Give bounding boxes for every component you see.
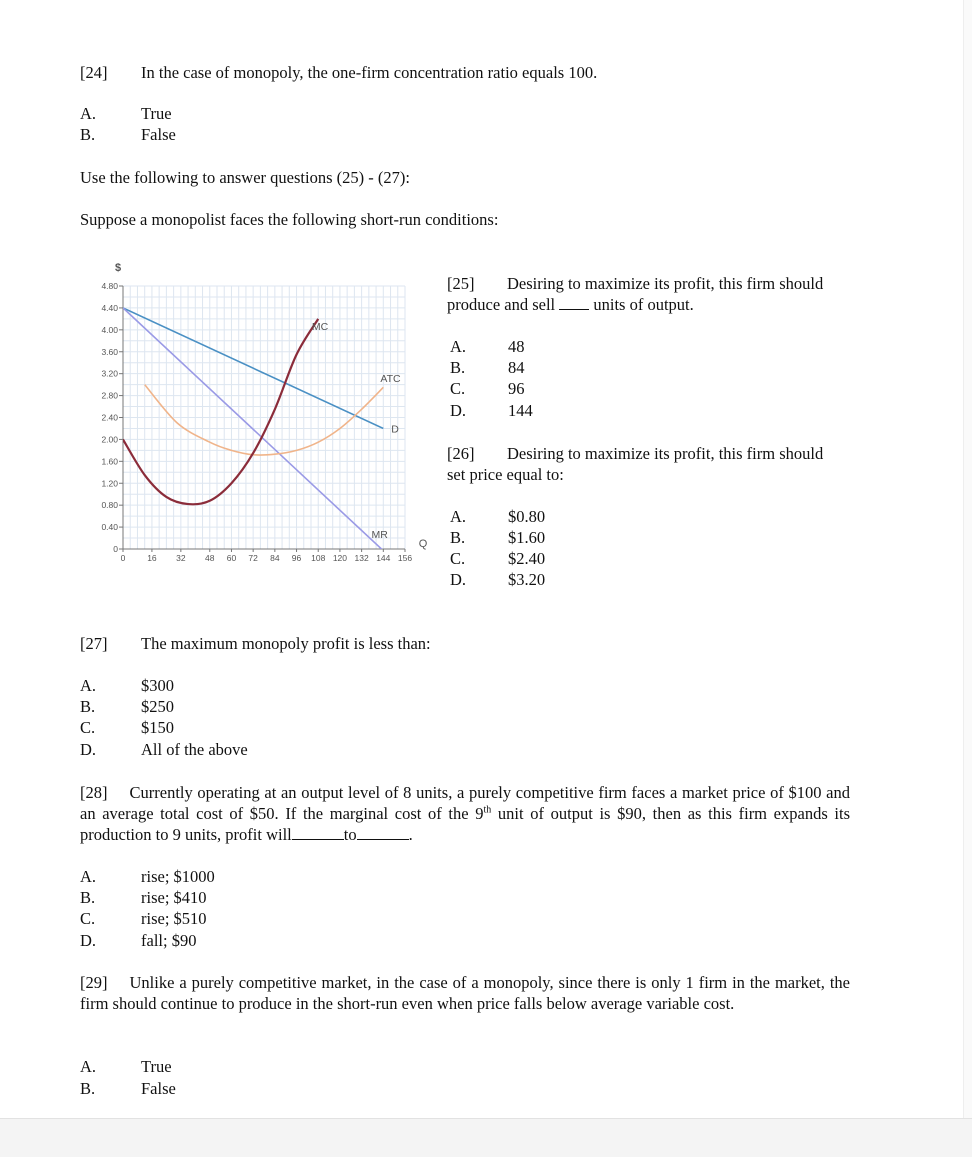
q25-option-b-letter: B. <box>450 358 466 377</box>
q24-option-b-letter: B. <box>80 125 96 144</box>
q29-option-b: False <box>141 1079 176 1098</box>
q27-option-a-letter: A. <box>80 676 97 695</box>
q26-line2: set price equal to: <box>447 465 564 484</box>
cost-revenue-chart <box>85 262 435 582</box>
q26-option-a-letter: A. <box>450 507 467 526</box>
q27-option-d: All of the above <box>141 740 248 759</box>
q28-text-b: unit of output is $90, then as this firm expands its production to 9 units, profit will <box>80 804 850 844</box>
y-tick-label: 2.40 <box>101 412 118 423</box>
q29-number: [29] <box>80 973 108 992</box>
q28-end: . <box>408 825 413 844</box>
q28-paragraph <box>80 782 850 845</box>
q28-option-a: rise; $1000 <box>141 867 215 886</box>
q28-text-a: Currently operating at an output level of 8 units, a purely competitive firm faces a market price of $100 and an average total cost of $50. If the marginal cost of the 9 <box>80 783 850 823</box>
q28-number: [28] <box>80 783 108 802</box>
q28-option-d: fall; $90 <box>141 931 197 950</box>
q25-option-c-letter: C. <box>450 379 466 398</box>
q24-number: [24] <box>80 63 108 82</box>
q28-option-c: rise; $510 <box>141 909 207 928</box>
q26-option-b: $1.60 <box>508 528 546 547</box>
x-tick-label: 132 <box>354 553 369 563</box>
q28-option-b: rise; $410 <box>141 888 207 907</box>
series-d-label: D <box>391 423 399 436</box>
q26-option-a: $0.80 <box>508 507 546 526</box>
q25-line2-b: units of output. <box>593 295 694 314</box>
q24-option-a-letter: A. <box>80 104 97 123</box>
q26-option-d-letter: D. <box>450 570 467 589</box>
series-mr-label: MR <box>371 529 388 542</box>
x-tick-label: 96 <box>291 553 302 563</box>
y-tick-label: 4.80 <box>101 281 118 291</box>
q28-option-d-letter: D. <box>80 931 97 950</box>
q27-option-b: $250 <box>141 697 174 716</box>
q26-option-c-letter: C. <box>450 549 466 568</box>
q25-line1: Desiring to maximize its profit, this firm should <box>507 274 824 293</box>
page-edge <box>963 0 972 1118</box>
q26-option-c: $2.40 <box>508 549 546 568</box>
x-tick-label: 156 <box>397 553 413 563</box>
intro-suppose: Suppose a monopolist faces the following short-run conditions: <box>80 210 499 229</box>
q28-option-c-letter: C. <box>80 909 96 928</box>
q25-option-b: 84 <box>508 358 525 377</box>
q28-option-b-letter: B. <box>80 888 96 907</box>
x-tick-label: 144 <box>376 553 391 563</box>
intro-use-following: Use the following to answer questions (25) - (27): <box>80 168 410 187</box>
y-tick-label: 0.40 <box>101 522 118 533</box>
q27-option-c: $150 <box>141 718 174 737</box>
q29-paragraph <box>80 972 850 1014</box>
page-bottom-bar <box>0 1118 972 1157</box>
q26-option-b-letter: B. <box>450 528 466 547</box>
q26-line1: Desiring to maximize its profit, this firm should <box>507 444 824 463</box>
q27-option-b-letter: B. <box>80 697 96 716</box>
series-mc-label: MC <box>311 320 329 333</box>
y-axis-label: $ <box>114 262 122 274</box>
y-tick-label: 3.60 <box>101 346 118 357</box>
x-tick-label: 0 <box>120 553 126 563</box>
q24-option-a: True <box>141 104 172 123</box>
q27-number: [27] <box>80 634 108 653</box>
q25-option-a-letter: A. <box>450 337 467 356</box>
x-tick-label: 32 <box>176 553 186 563</box>
q29-option-a: True <box>141 1057 172 1076</box>
q29-option-b-letter: B. <box>80 1079 96 1098</box>
series-atc-label: ATC <box>380 372 401 385</box>
y-tick-label: 3.20 <box>101 368 118 379</box>
q24-text: In the case of monopoly, the one-firm concentration ratio equals 100. <box>141 63 598 82</box>
y-tick-label: 1.20 <box>101 478 118 489</box>
q28-to: to <box>343 825 357 844</box>
y-tick-label: 0 <box>113 544 118 554</box>
q26-option-d: $3.20 <box>508 570 546 589</box>
x-tick-label: 84 <box>270 553 280 563</box>
y-tick-label: 4.40 <box>101 302 118 313</box>
q28-blank-2 <box>357 825 409 840</box>
y-tick-label: 1.60 <box>101 456 118 467</box>
y-tick-label: 4.00 <box>101 324 118 335</box>
q28-sup: th <box>483 804 492 816</box>
x-tick-label: 16 <box>147 553 157 563</box>
q25-line2-a: produce and sell <box>447 295 556 314</box>
y-tick-label: 0.80 <box>101 500 118 511</box>
q29-text: Unlike a purely competitive market, in the case of a monopoly, since there is only 1 firm in the market, the firm should continue to produce in the short-run even when price falls below average variable cost. <box>80 973 850 1013</box>
x-tick-label: 72 <box>248 553 258 563</box>
q25-option-d: 144 <box>508 401 533 420</box>
x-axis-label: Q <box>418 538 428 550</box>
q25-option-d-letter: D. <box>450 401 467 420</box>
q27-option-d-letter: D. <box>80 740 97 759</box>
q24-option-b: False <box>141 125 176 144</box>
x-tick-label: 48 <box>205 553 215 563</box>
q29-option-a-letter: A. <box>80 1057 97 1076</box>
q25-blank <box>559 295 589 310</box>
x-tick-label: 120 <box>332 553 348 563</box>
q27-text: The maximum monopoly profit is less than: <box>141 634 431 653</box>
q25-option-a: 48 <box>508 337 525 356</box>
q26-number: [26] <box>447 444 475 463</box>
q25-number: [25] <box>447 274 475 293</box>
q28-blank-1 <box>292 825 344 840</box>
q27-option-a: $300 <box>141 676 174 695</box>
y-tick-label: 2.80 <box>101 390 118 401</box>
y-tick-label: 2.00 <box>101 434 118 445</box>
x-tick-label: 60 <box>226 553 237 563</box>
q25-line2 <box>447 294 694 315</box>
q25-option-c: 96 <box>508 379 525 398</box>
q27-option-c-letter: C. <box>80 718 96 737</box>
q28-option-a-letter: A. <box>80 867 97 886</box>
x-tick-label: 108 <box>311 553 326 563</box>
